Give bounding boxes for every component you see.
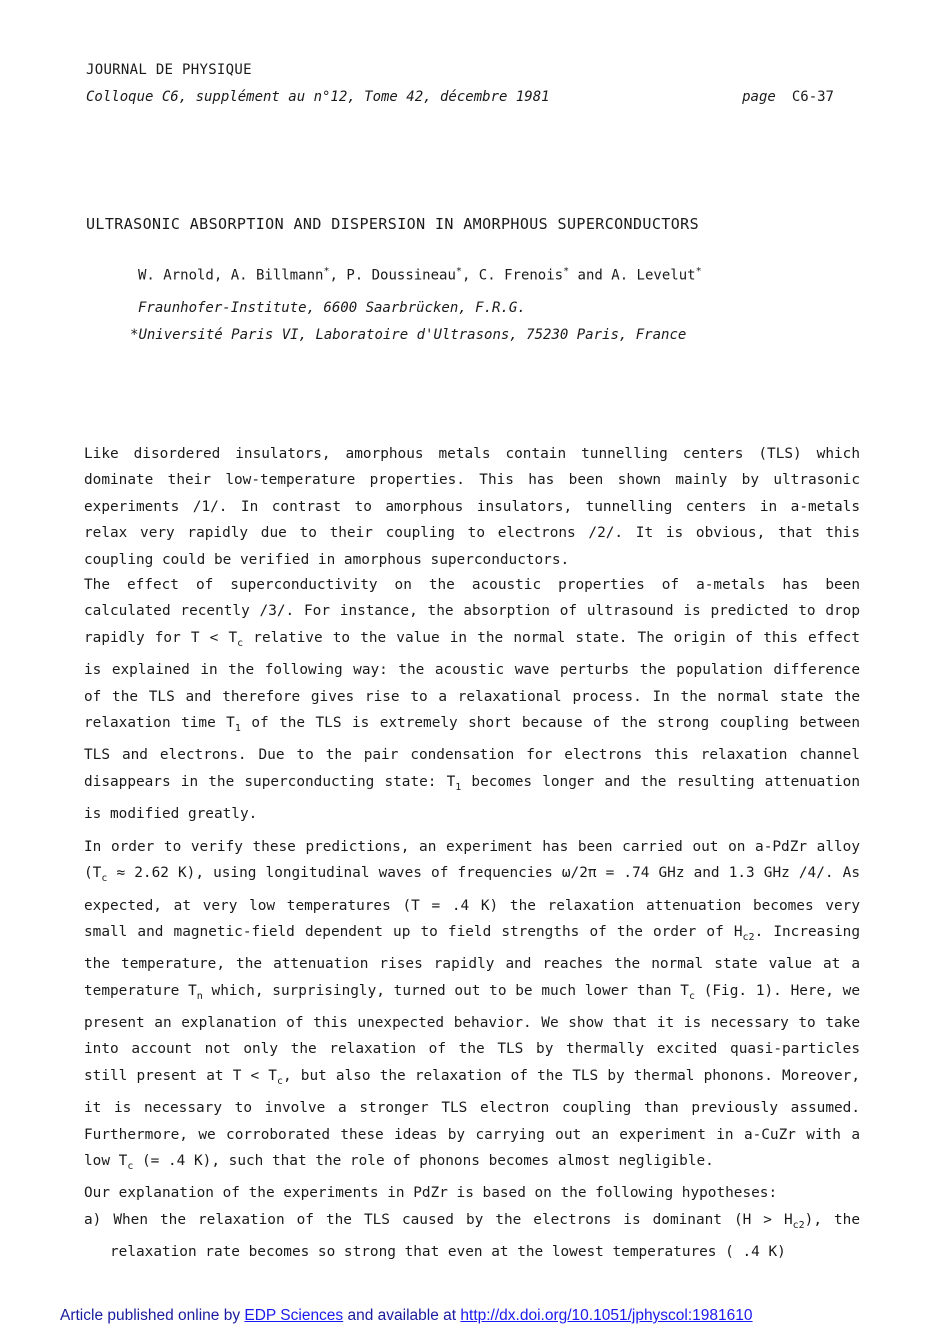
hypothesis-a-text [84,1207,860,1266]
author-4: and A. Levelut [569,267,696,284]
text-run: (= .4 K), such that the role of phonons becomes almost negligible. [133,1152,714,1169]
paragraph-1 [84,441,860,573]
paragraph-3 [84,834,860,1180]
text-run: , but also the relaxation of the TLS by thermal phonons. Moreover, it is necessary to involve a stronger TLS electron coupling than previously assumed. Furthermore, we corroborated these ideas by carrying out an experiment in a-CuZr with a low T [84,1067,860,1169]
journal-name: JOURNAL DE PHYSIQUE [86,62,252,78]
subscript: c2 [742,931,755,943]
paragraph-1-text: Like disordered insulators, amorphous metals contain tunnelling centers (TLS) which dominate their low-temperature properties. This has been shown mainly by ultrasonic experiments /1/. In contrast to amorphous insulators, tunnelling centers in a-metals relax very rapidly due to their coupling to electrons /2/. It is obvious, that this coupling could be verified in amorphous superconductors. [84,446,860,568]
subscript: c [276,1075,283,1087]
text-run: (Fig. 1). Here, we present an explanation of this unexpected behavior. We show that it is necessary to take into account not only the relaxation of the TLS by thermally excited quasi-particles still present at T < T [84,982,860,1084]
footer-middle: and available at [343,1307,461,1324]
affiliation-mark: * [323,266,330,277]
paper-title: ULTRASONIC ABSORPTION AND DISPERSION IN AMORPHOUS SUPERCONDUCTORS [86,215,699,233]
subscript: 1 [234,722,241,734]
text-run: The effect of superconductivity on the acoustic properties of a-metals has been calculated recently /3/. For instance, the absorption of ultrasound is predicted to drop rapidly for T < T [84,577,860,646]
publication-footer [60,1307,753,1325]
paragraph-4 [84,1180,860,1206]
author-1: W. Arnold, A. Billmann [138,267,324,284]
text-run: becomes longer and the resulting attenuation is modified greatly. [84,773,860,822]
hypothesis-a [84,1207,860,1266]
authors [138,266,702,284]
subscript: c [127,1160,134,1172]
affiliation-mark: * [130,327,139,343]
affiliation-mark: * [455,266,462,277]
paragraph-2 [84,572,860,827]
subscript: n [196,990,203,1002]
doi-link[interactable]: http://dx.doi.org/10.1051/jphyscol:1981610 [460,1307,753,1324]
publisher-link[interactable]: EDP Sciences [244,1307,344,1324]
paragraph-2-text [84,572,860,827]
author-2: , P. Doussineau [329,267,456,284]
affiliation-2 [130,327,686,343]
author-3: , C. Frenois [461,267,564,284]
footer-prefix: Article published online by [60,1307,245,1324]
text-run: which, surprisingly, turned out to be much lower than T [202,982,689,999]
page-info [742,89,834,105]
subscript: c [688,990,695,1002]
subscript: c [101,873,108,885]
affiliation-1: Fraunhofer-Institute, 6600 Saarbrücken, F.R.G. [138,300,526,316]
text-run: of the TLS is extremely short because of the strong coupling between TLS and electrons. Due to the pair condensation for electrons this relaxation channel disappears in the superconducting state: T [84,714,860,790]
subscript: c [237,637,244,649]
colloque-line [86,89,846,105]
text-run: relative to the value in the normal state. The origin of this effect is explained in the following way: the acoustic wave perturbs the population difference of the TLS and therefore gives rise to a relaxational process. In the normal state the relaxation time T [84,629,860,731]
subscript: c2 [792,1219,805,1231]
subscript: 1 [455,781,462,793]
page-number: C6-37 [791,89,834,105]
paragraph-4-text: Our explanation of the experiments in PdZr is based on the following hypotheses: [84,1185,778,1201]
text-run: ), the relaxation rate becomes so strong that even at the lowest temperatures ( .4 K) [110,1212,860,1261]
text-run: a) When the relaxation of the TLS caused by the electrons is dominant (H > H [84,1212,793,1228]
colloque-info: Colloque C6, supplément au n°12, Tome 42, décembre 1981 [86,89,550,105]
paragraph-3-text [84,834,860,1180]
affiliation-mark: * [695,266,702,277]
text-run: In order to verify these predictions, an experiment has been carried out on a-PdZr alloy (T [84,839,860,882]
page-label: page [742,89,776,105]
text-run: ≈ 2.62 K), using longitudinal waves of frequencies ω/2π = .74 GHz and 1.3 GHz /4/. As expected, at very low temperatures (T = .4 K) the relaxation attenuation becomes very small and magnetic-field dependent up to field strengths of the order of H [84,865,860,941]
affiliation-mark: * [563,266,570,277]
affiliation-2-text: Université Paris VI, Laboratoire d'Ultrasons, 75230 Paris, France [138,327,687,343]
text-run: . Increasing the temperature, the attenuation rises rapidly and reaches the normal state value at a temperature T [84,924,860,999]
